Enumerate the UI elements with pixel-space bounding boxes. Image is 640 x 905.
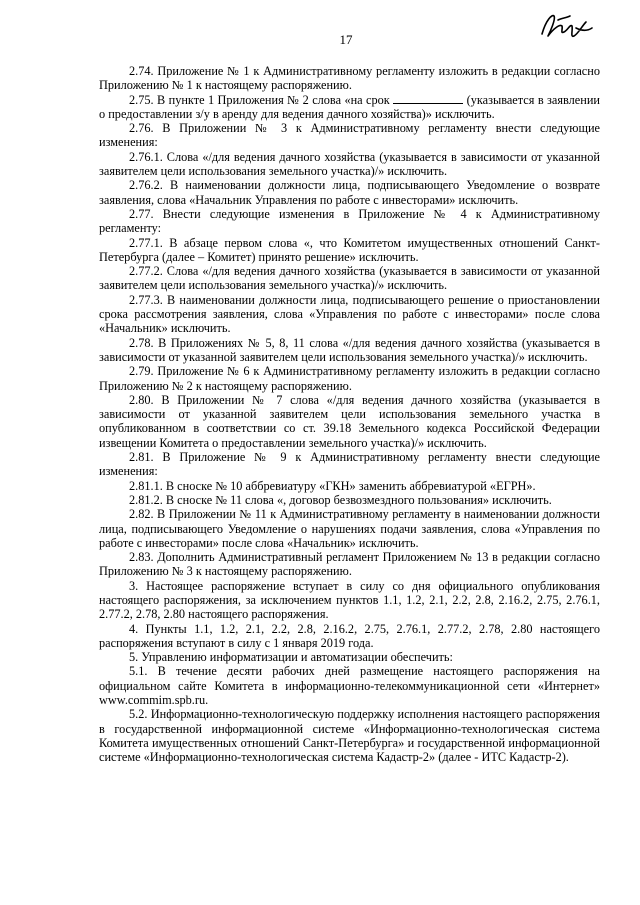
paragraph-2-74: 2.74. Приложение № 1 к Административному регламенту изложить в редакции согласно Приложению № 1 к настоящему распоряжению. bbox=[99, 64, 600, 93]
paragraph-2-76: 2.76. В Приложении № 3 к Административному регламенту внести следующие изменения: bbox=[99, 121, 600, 150]
paragraph-5-2: 5.2. Информационно-технологическую поддержку исполнения настоящего распоряжения в государственной информационной системе «Информационно-технологическая система Комитета имущественных отношений Санкт-Петербурга» и государственной информационной системе «Информационно-технологическая система Кадастр-2» (далее - ИТС Кадастр-2). bbox=[99, 707, 600, 765]
handwritten-signature bbox=[536, 10, 594, 44]
paragraph-2-76-2: 2.76.2. В наименовании должности лица, подписывающего Уведомление о возврате заявления, слова «Начальник Управления по работе с инвесторами» исключить. bbox=[99, 178, 600, 207]
paragraph-2-77-1: 2.77.1. В абзаце первом слова «, что Комитетом имущественных отношений Санкт-Петербурга (далее – Комитет) принято решение» исключить. bbox=[99, 235, 600, 264]
page-number: 17 bbox=[339, 32, 353, 47]
paragraph-5: 5. Управлению информатизации и автоматизации обеспечить: bbox=[129, 650, 453, 665]
paragraph-2-77-3: 2.77.3. В наименовании должности лица, подписывающего решение о приостановлении срока рассмотрения заявления, слова «Управления по работе с инвесторами» после слова «Начальник» исключить. bbox=[99, 292, 600, 336]
paragraph-2-81-2: 2.81.2. В сноске № 11 слова «, договор безвозмездного пользования» исключить. bbox=[129, 492, 552, 507]
paragraph-2-83: 2.83. Дополнить Административный регламент Приложением № 13 в редакции согласно Приложению № 3 к настоящему распоряжению. bbox=[99, 550, 600, 579]
paragraph-4: 4. Пункты 1.1, 1.2, 2.1, 2.2, 2.8, 2.16.2, 2.75, 2.76.1, 2.77.2, 2.78, 2.80 настоящего распоряжения вступают в силу с 1 января 2019 года. bbox=[99, 621, 600, 650]
paragraph-2-80: 2.80. В Приложении № 7 слова «/для ведения дачного хозяйства (указывается в зависимости от указанной заявителем цели использования земельного участка в опубликованном в соответствии со ст. 39.18 Земельного кодекса Российской Федерации извещении Комитета о предоставлении земельного участка)/» исключить. bbox=[99, 392, 600, 450]
paragraph-2-78: 2.78. В Приложениях № 5, 8, 11 слова «/для ведения дачного хозяйства (указывается в зависимости от указанной заявителем цели использования земельного участка)/» исключить. bbox=[99, 335, 600, 364]
paragraph-2-81-1: 2.81.1. В сноске № 10 аббревиатуру «ГКН» заменить аббревиатурой «ЕГРН». bbox=[129, 478, 536, 493]
paragraph-2-77: 2.77. Внести следующие изменения в Приложение № 4 к Административному регламенту: bbox=[99, 206, 600, 236]
paragraph-2-79: 2.79. Приложение № 6 к Административному регламенту изложить в редакции согласно Приложению № 2 к настоящему распоряжению. bbox=[99, 364, 600, 393]
blank-line bbox=[393, 93, 463, 104]
paragraph-5-1: 5.1. В течение десяти рабочих дней размещение настоящего распоряжения на официальном сайте Комитета в информационно-телекоммуникационной сети «Интернет» www.commim.spb.ru. bbox=[99, 664, 600, 708]
paragraph-2-75 bbox=[99, 93, 600, 122]
paragraph-2-76-1: 2.76.1. Слова «/для ведения дачного хозяйства (указывается в зависимости от указанной заявителем цели использования земельного участка)/» исключить. bbox=[99, 149, 600, 179]
paragraph-2-81: 2.81. В Приложение № 9 к Административному регламенту внести следующие изменения: bbox=[99, 450, 600, 479]
paragraph-2-75-end: (указывается в заявлении о предоставлении з/у в аренду для ведения дачного хозяйства)» исключить. bbox=[99, 92, 600, 121]
paragraph-3: 3. Настоящее распоряжение вступает в силу со дня официального опубликования настоящего распоряжения, за исключением пунктов 1.1, 1.2, 2.1, 2.2, 2.8, 2.16.2, 2.75, 2.76.1, 2.77.2, 2.78, 2.80 настоящего распоряжения. bbox=[99, 578, 600, 622]
paragraph-2-82: 2.82. В Приложении № 11 к Административному регламенту в наименовании должности лица, подписывающего Уведомление о нарушениях подачи заявления, слова «Управления по работе с инвесторами» после слова «Начальник» исключить. bbox=[99, 507, 600, 550]
paragraph-2-77-2: 2.77.2. Слова «/для ведения дачного хозяйства (указывается в зависимости от указанной заявителем цели использования земельного участка)/» исключить. bbox=[99, 264, 600, 293]
paragraph-2-75-start: 2.75. В пункте 1 Приложения № 2 слова «на срок bbox=[129, 92, 394, 107]
